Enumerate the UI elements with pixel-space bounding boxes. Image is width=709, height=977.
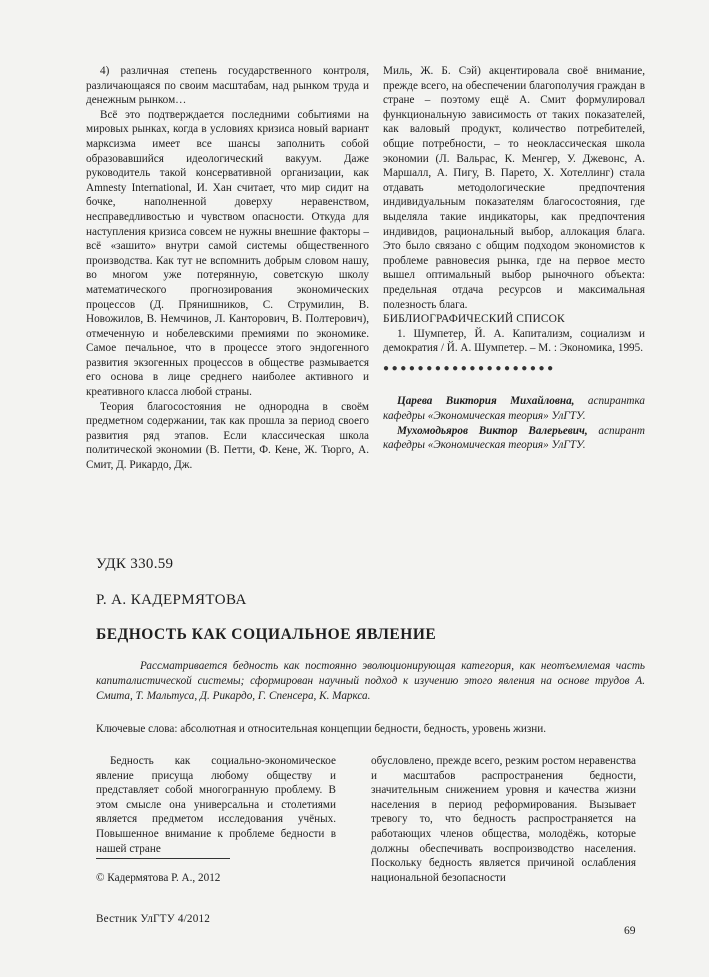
paragraph: 4) различная степень государственного контроля, различающаяся по своим масштабам, над рынком труда и денежным рынком…	[86, 65, 369, 107]
article-author: Р. А. КАДЕРМЯТОВА	[96, 592, 247, 608]
author-name: Мухомодьяров Виктор Валерьевич,	[397, 424, 588, 437]
udk-code: УДК 330.59	[96, 556, 174, 572]
top-left-column	[86, 64, 369, 473]
bibliography-entry: 1. Шумпетер, Й. А. Капитализм, социализм и демократия / Й. А. Шумпетер. – М. : Экономика, 1995.	[383, 327, 645, 355]
copyright-note: © Кадермятова Р. А., 2012	[96, 872, 221, 884]
bibliography-heading: БИБЛИОГРАФИЧЕСКИЙ СПИСОК	[383, 313, 565, 326]
paragraph: обусловлено, прежде всего, резким ростом неравенства и масштабов распространения бедности, значительным снижением уровня и качества жизни населения в период реформирования. Вызывает тревогу то, что бедность распространяется на работающих членов общества, молодёжь, которые должны обеспечивать воспроизводство населения. Поскольку бедность является причиной ослабления национальной безопасности	[371, 755, 636, 884]
article-title: БЕДНОСТЬ КАК СОЦИАЛЬНОЕ ЯВЛЕНИЕ	[96, 626, 437, 643]
author-info-entry	[383, 424, 645, 453]
bottom-left-column	[96, 754, 336, 856]
paragraph: Бедность как социально-экономическое явление присуща любому обществу и представляет собой многогранную проблему. В этом смысле она универсальна и столетиями является предметом исследования учёных. Повышенное внимание к проблеме бедности в нашей стране	[96, 755, 336, 855]
article-abstract: Рассматривается бедность как постоянно эволюционирующая категория, как неотъемлемая часть капиталистической системы; сформирован научный подход к изучению этого явления на основе трудов А. Смита, Т. Мальтуса, Д. Рикардо, Г. Спенсера, К. Маркса.	[96, 660, 645, 702]
author-name: Царева Виктория Михайловна,	[397, 395, 575, 408]
footnote-divider	[96, 858, 230, 859]
journal-footer: Вестник УлГТУ 4/2012	[96, 913, 211, 925]
paragraph: Всё это подтверждается последними событиями на мировых рынках, когда в условиях кризиса новый вариант марксизма имеет все шансы заполнить собой образовавшийся идеологический вакуум. Даже руководитель такой консервативной организации, как Amnesty International, И. Хан считает, что мир сидит на бочке, наполненной доверху неравенством, несправедливостью и чувством опасности. Откуда для наступления кризиса совсем не нужны внешние факторы – всё «зашито» внутри самой системы общественного производства. Как тут не вспомнить добрым словом нашу, во многом уже потерянную, советскую школу математического прогнозирования экономических процессов (Д. Прянишников, С. Струмилин, В. Новожилов, В. Немчинов, Л. Канторович, В. Полтерович), отмеченную и нобелевскими премиями по экономике. Самое печальное, что в процессе этого эндогенного развития экзогенных процессов в обществе размывается его основа в лице среднего наиболее активного и креативного класса любой страны.	[86, 108, 369, 399]
paragraph: Теория благосостояния не однородна в своём предметном содержании, так как прошла за период своего развития ряд этапов. Если классическая школа политической экономии (В. Петти, Ф. Кене, Ж. Тюрго, А. Смит, Д. Рикардо, Дж.	[86, 400, 369, 472]
author-info-entry	[383, 394, 645, 423]
page-number: 69	[624, 925, 636, 937]
keywords: Ключевые слова: абсолютная и относительная концепции бедности, бедность, уровень жизни.	[96, 723, 547, 735]
paragraph: Миль, Ж. Б. Сэй) акцентировала своё внимание, прежде всего, на обеспечении благополучия граждан в стране – поэтому ещё А. Смит формулировал функциональную зависимость от таких показателей, как валовый продукт, количество потребителей, общие потребности, – то неоклассическая школа экономии (Л. Вальрас, К. Менгер, У. Джевонс, А. Маршалл, А. Пигу, В. Парето, Х. Хотеллинг) стала отдавать методологические предпочтения индивидуальным показателям благосостояния, где выделяла такие индикаторы, как предпочтения индивидов, рациональный выбор, аллокация блага. Это было связано с общим подходом экономистов к проблеме равновесия рынка, где на первое место вышел оптимальный выбор рыночного объекта: предельная отдача ресурсов и максимальная полезность блага.	[383, 65, 645, 311]
author-role: аспирант кафедры «Экономическая теория» УлГТУ.	[383, 424, 645, 452]
dot-separator: ●●●●●●●●●●●●●●●●●●●●	[383, 362, 556, 374]
author-role: аспирантка кафедры «Экономическая теория» УлГТУ.	[383, 395, 645, 423]
bottom-right-column	[371, 754, 636, 885]
authors-info	[383, 394, 645, 452]
top-right-column	[383, 64, 645, 453]
